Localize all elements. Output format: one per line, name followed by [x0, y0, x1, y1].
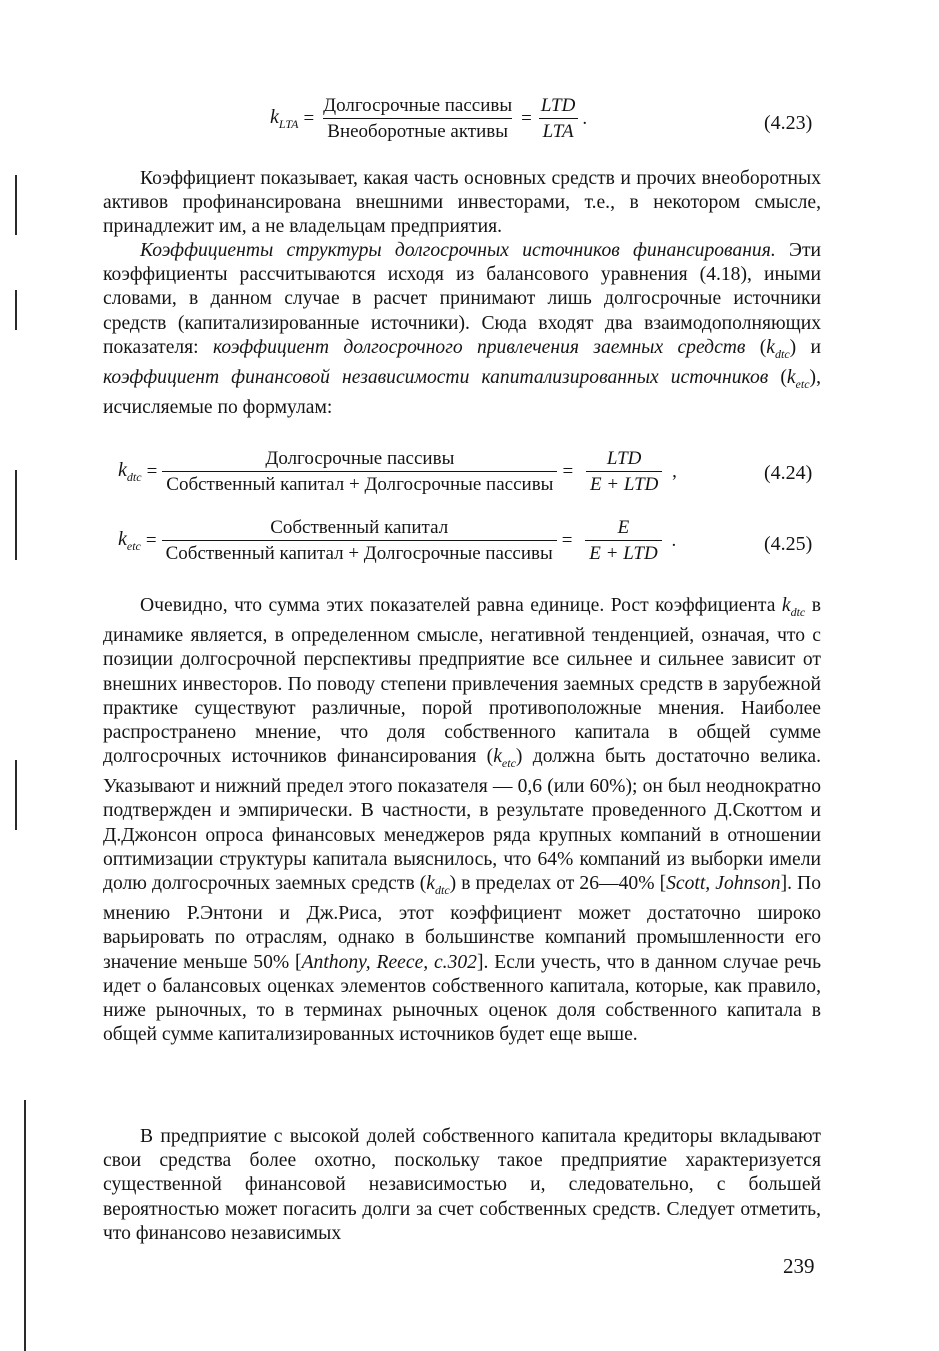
formula-4-23 [270, 96, 587, 141]
equals-sign: = [561, 530, 573, 551]
symbol: $k_{dtc}$ [766, 336, 790, 361]
equals-sign: = [303, 108, 315, 129]
citation: Anthony, Reece, с.302 [301, 951, 477, 973]
equation-number: (4.24) [764, 462, 813, 484]
fraction-text [319, 96, 516, 141]
fraction-denominator: Внеоборотные активы [323, 118, 512, 141]
fraction-text [162, 449, 557, 494]
fraction-numerator: Долгосрочные пассивы [265, 448, 455, 469]
fraction-denominator: Собственный капитал + Долгосрочные пассивы [162, 540, 557, 563]
fraction-symbolic [577, 518, 669, 563]
formula-punctuation: . [582, 108, 588, 129]
equals-sign: = [145, 530, 157, 551]
scan-margin-line [15, 760, 17, 830]
page-number: 239 [783, 1254, 815, 1278]
fraction-symbolic [578, 449, 670, 494]
fraction-denominator: E + LTD [586, 471, 662, 494]
paragraph: В предприятие с высокой долей собственного капитала кредиторы вкладывают свои средства более охотно, поскольку такое предприятие характеризуется существенной финансовой независимостью и, следовательно, с большей вероятностью может погасить долги за счет собственных средств. Следует отметить, что финансово независимых [103, 1126, 821, 1244]
equation-number: (4.23) [764, 112, 813, 134]
formula-lhs: $k_{LTA}$ [270, 106, 299, 131]
scan-margin-line [15, 470, 17, 560]
scan-margin-line [15, 290, 17, 330]
paragraph: Коэффициенты структуры долгосрочных источников финансирования. Эти коэффициенты рассчитываются исходя из балансового уравнения (4.18), иными словами, в данном случае в расчет принимают лишь долгосрочные источники средств (капитализированные источники). Сюда входят два взаимодополняющих показателя: коэффициент долгосрочного привлечения заемных средств $(k_{dtc})$ и коэффициент финансовой независимости капитализированных источников $(k_{etc})$, исчисляемые по формулам: [103, 240, 822, 419]
formula-4-25 [118, 518, 676, 563]
fraction-numerator: E [617, 517, 630, 538]
equals-sign: = [521, 108, 532, 129]
formula-punctuation: , [672, 461, 677, 482]
formula-lhs: $k_{dtc}$ [118, 459, 142, 484]
equation-number: (4.25) [764, 533, 813, 555]
symbol: $k_{etc}$ [493, 746, 516, 771]
citation: Scott, Johnson [666, 873, 781, 895]
fraction-denominator: LTA [539, 118, 578, 141]
term: коэффициент финансовой независимости капитализированных источников [103, 366, 769, 388]
fraction-text [162, 518, 557, 563]
symbol: $k_{etc}$ [786, 366, 810, 391]
fraction-numerator: Собственный капитал [270, 517, 449, 538]
fraction-numerator: LTD [540, 95, 576, 116]
fraction-numerator: Долгосрочные пассивы [323, 95, 513, 116]
section-lead: Коэффициенты структуры долгосрочных источников финансирования. [140, 240, 776, 261]
equals-sign: = [562, 461, 574, 482]
fraction-symbolic [537, 96, 579, 141]
fraction-denominator: Собственный капитал + Долгосрочные пассивы [162, 471, 557, 494]
formula-lhs: $k_{etc}$ [118, 528, 141, 553]
paragraph: Коэффициент показывает, какая часть основных средств и прочих внеоборотных активов профинансирована внешними инвесторами, т.е., в некотором смысле, принадлежит им, а не владельцам предприятия. [103, 168, 821, 238]
term: коэффициент долгосрочного привлечения заемных средств [212, 336, 746, 358]
paragraph: Очевидно, что сумма этих показателей равна единице. Рост коэффициента $k_{dtc}$ в динамике является, в определенном смысле, негативной тенденцией, означая, что с позиции долгосрочной перспективы предприятие все сильнее и сильнее зависит от внешних инвесторов. По поводу степени привлечения заемных средств в зарубежной практике существуют различные, порой противоположные мнения. Наиболее распространено мнение, что доля собственного капитала в общей сумме долгосрочных источников финансирования $(k_{etc})$ должна быть достаточно велика. Указывают и нижний предел этого показателя — 0,6 (или 60%); он был неоднократно подтвержден и эмпирически. В частности, в результате проведенного Д.Скоттом и Д.Джонсон опроса финансовых менеджеров ряда крупных компаний в отношении оптимизации структуры капитала выяснилось, что 64% компаний из выборки имели долю долгосрочных заемных средств $(k_{dtc})$ в пределах от 26—40% [Scott, Johnson]. По мнению Р.Энтони и Дж.Риса, этот коэффициент может достаточно широко варьировать по отраслям, однако в большинстве компаний промышленности его значение меньше 50% [Anthony, Reece, с.302]. Если учесть, что в данном случае речь идет о балансовых оценках элементов собственного капитала, которые, как правило, ниже рыночных, то в терминах рыночных оценок доля собственного капитала в общей сумме капитализированных источников будет еще выше. [103, 595, 822, 1046]
scan-margin-line [24, 1100, 26, 1351]
equals-sign: = [146, 461, 158, 482]
scan-margin-line [15, 175, 17, 235]
fraction-numerator: LTD [606, 448, 642, 469]
symbol: $k_{dtc}$ [426, 873, 450, 897]
formula-punctuation: . [671, 530, 677, 551]
symbol: $k_{dtc}$ [781, 595, 806, 619]
fraction-denominator: E + LTD [585, 540, 661, 563]
formula-4-24 [118, 449, 677, 494]
